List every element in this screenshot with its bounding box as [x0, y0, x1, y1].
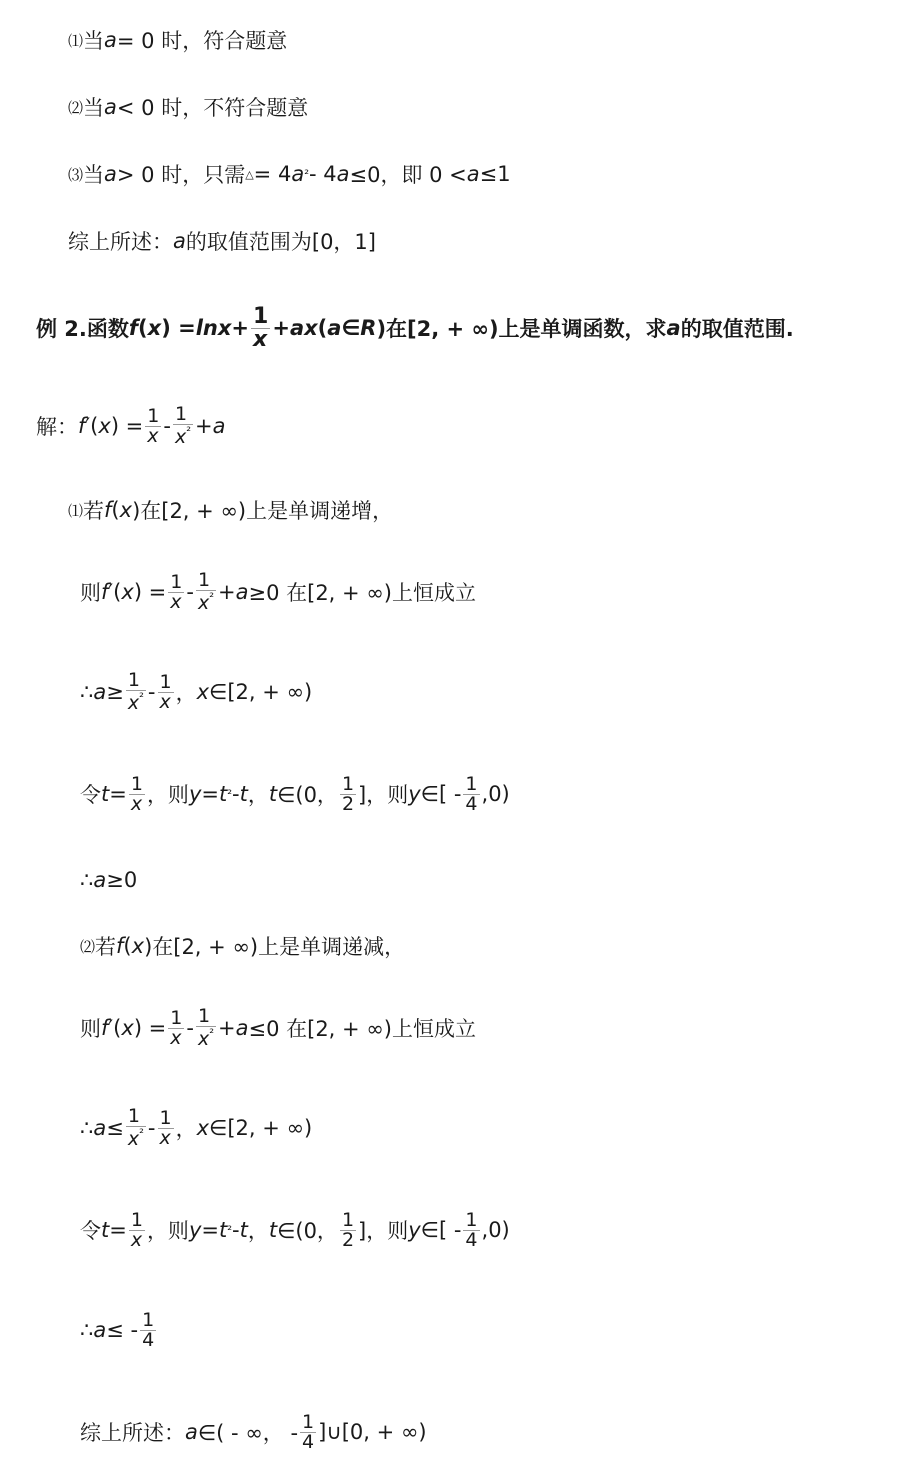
fraction: 1 x	[253, 303, 269, 352]
increasing-substitution: 令 t = 1 x ，则 y = t ² - t ， t ∈(0， 1 2 ]，则 y ∈[ - 1 4 ,0)	[80, 772, 510, 815]
summary-range-1: 综上所述： a 的取值范围为[0，1]	[68, 229, 376, 254]
solution-derivative: 解： f ′( x ) = 1 x - 1 $x^{^2}$ + a	[36, 403, 226, 448]
summary-range-2: 综上所述： a ∈( - ∞， - 1 4 ]∪[0, + ∞)	[80, 1410, 427, 1453]
fraction: 1 4	[465, 1208, 478, 1251]
fraction: 1 x	[170, 570, 183, 613]
case-a-zero: ⑴ 当 a = 0 时，符合题意	[68, 28, 288, 53]
fraction: 1 $x^{^2}$	[197, 1005, 215, 1050]
example-2-heading: 例 2.函数 f ( x ) = lnx + 1 x + ax ( a ∈ R )在[2, + ∞)上是单调函数，求 a 的取值范围.	[36, 303, 794, 352]
increasing-condition: 则 f ′( x ) = 1 x - 1 $x^{^2}$ + a ≥0 在[2, + ∞)上恒成立	[80, 569, 476, 614]
fraction: 1 x	[130, 772, 143, 815]
fraction: 1 4	[142, 1308, 155, 1351]
increasing-result: ∴ a ≥0	[80, 868, 138, 892]
fraction: 1 4	[302, 1410, 315, 1453]
fraction: 1 x	[159, 1106, 172, 1149]
fraction: 1 $x^{^2}$	[174, 403, 192, 448]
decreasing-condition: 则 f ′( x ) = 1 x - 1 $x^{^2}$ + a ≤0 在[2, + ∞)上恒成立	[80, 1005, 476, 1050]
decreasing-case-heading: ⑵ 若 f ( x )在[2, + ∞)上是单调递减，	[80, 934, 406, 959]
case-a-negative: ⑵ 当 a < 0 时，不符合题意	[68, 95, 309, 120]
fraction: 1 x	[170, 1006, 183, 1049]
fraction: 1 x	[147, 404, 160, 447]
increasing-therefore: ∴ a ≥ 1 $x^{^2}$ - 1 x ， x ∈[2, + ∞)	[80, 669, 313, 714]
decreasing-therefore: ∴ a ≤ 1 $x^{^2}$ - 1 x ， x ∈[2, + ∞)	[80, 1105, 313, 1150]
increasing-case-heading: ⑴ 若 f ( x )在[2, + ∞)上是单调递增，	[68, 498, 394, 523]
case-a-positive: ⑶ 当 a > 0 时，只需 △ = 4 a ² - 4 a ≤0，即 0 < a ≤1	[68, 162, 511, 187]
fraction: 1 $x^{^2}$	[127, 669, 144, 714]
fraction: 1 x	[159, 670, 172, 713]
fraction: 1 x	[130, 1208, 143, 1251]
decreasing-substitution: 令 t = 1 x ，则 y = t ² - t ， t ∈(0， 1 2 ]，则 y ∈[ - 1 4 ,0)	[80, 1208, 510, 1251]
decreasing-result: ∴ a ≤ - 1 4	[80, 1308, 155, 1351]
fraction: 1 $x^{^2}$	[127, 1105, 144, 1150]
fraction: 1 2	[341, 772, 355, 815]
fraction: 1 2	[341, 1208, 355, 1251]
fraction: 1 $x^{^2}$	[197, 569, 215, 614]
fraction: 1 4	[465, 772, 478, 815]
